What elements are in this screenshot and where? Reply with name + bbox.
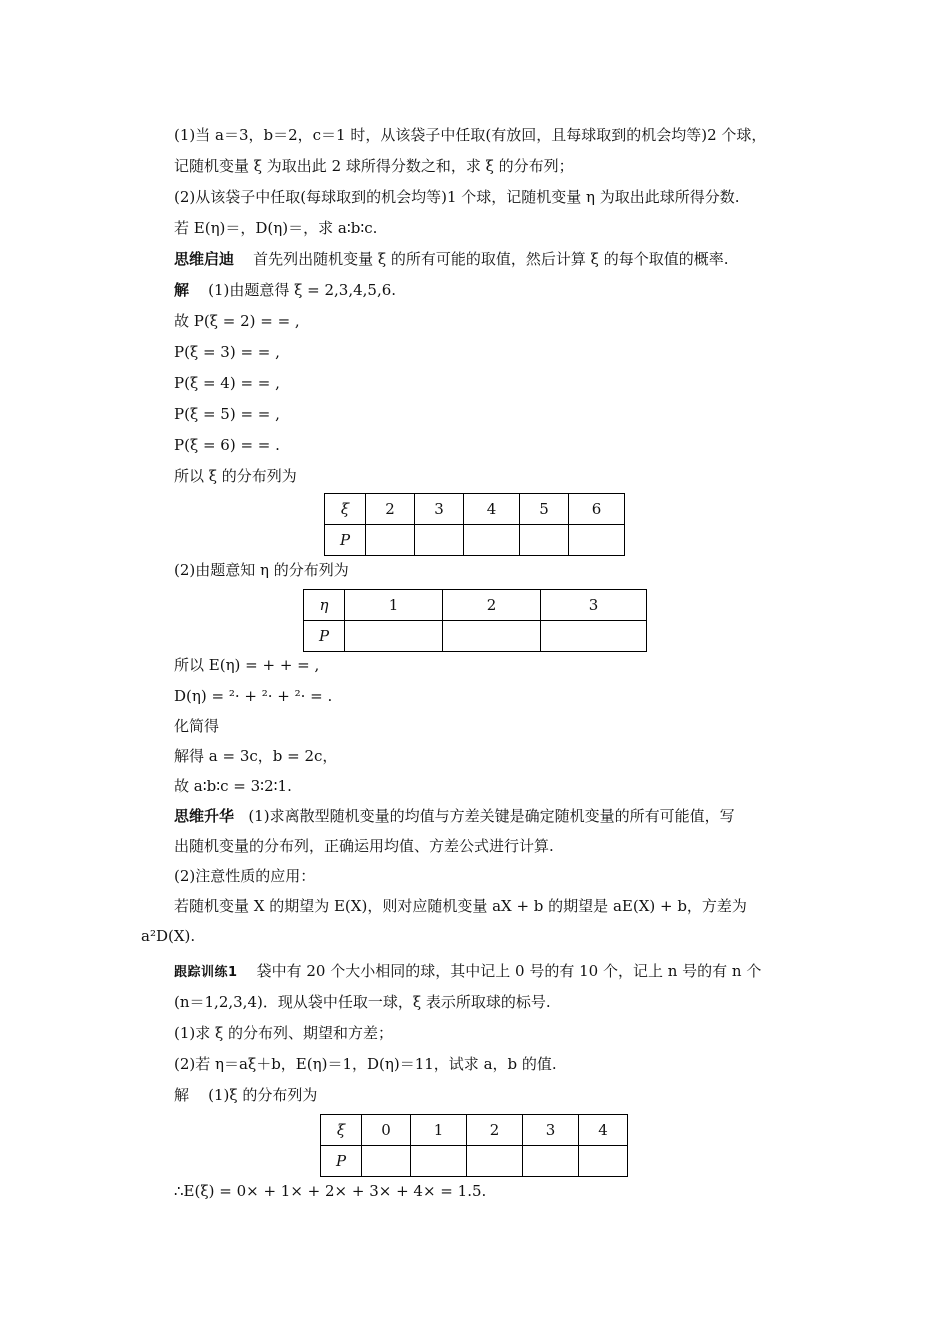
- table-cell: [541, 621, 647, 652]
- table-cell: [411, 1146, 467, 1177]
- table-cell: 6: [569, 494, 625, 525]
- question-1-line-2: 记随机变量 ξ 为取出此 2 球所得分数之和，求 ξ 的分布列；: [174, 157, 574, 175]
- simplify-text: 化简得: [174, 717, 220, 735]
- question-2-line-1: (2)从该袋子中任取(每球取到的机会均等)1 个球，记随机变量 η 为取出此球所得分数.: [174, 188, 740, 206]
- question-2-line-2: 若 E(η)＝，D(η)＝，求 a∶b∶c.: [174, 219, 378, 237]
- solution-step-2: (2)由题意知 η 的分布列为: [174, 561, 349, 579]
- table-header-cell: η: [304, 590, 345, 621]
- table-cell: 5: [520, 494, 569, 525]
- hint: [174, 249, 728, 269]
- practice-solution-label: 解: [174, 1086, 190, 1104]
- table-prob-label: P: [325, 525, 366, 556]
- table-cell: [523, 1146, 579, 1177]
- ratio-text: 故 a∶b∶c = 3∶2∶1.: [174, 777, 292, 795]
- practice-solution-text: (1)ξ 的分布列为: [208, 1086, 318, 1104]
- table-row: [304, 590, 647, 621]
- prob-xi-5: P(ξ = 5) = = ,: [174, 405, 280, 423]
- prob-xi-3: P(ξ = 3) = = ,: [174, 343, 280, 361]
- table-cell: [366, 525, 415, 556]
- practice-line-2: (n＝1,2,3,4)．现从袋中任取一球，ξ 表示所取球的标号.: [174, 993, 551, 1011]
- table-header-cell: ξ: [321, 1115, 362, 1146]
- summary-label: 思维升华: [174, 807, 235, 825]
- table-cell: [362, 1146, 411, 1177]
- table-cell: 2: [443, 590, 541, 621]
- table-cell: 3: [541, 590, 647, 621]
- practice-expectation: ∴E(ξ) = 0× + 1× + 2× + 3× + 4× = 1.5.: [174, 1182, 487, 1200]
- practice-line-1: [174, 961, 761, 983]
- table-row: [321, 1146, 628, 1177]
- summary-line-4: 若随机变量 X 的期望为 E(X)，则对应随机变量 aX + b 的期望是 aE(X) + b，方差为: [174, 897, 747, 915]
- solution-step-1: [174, 280, 396, 300]
- table-cell: 2: [366, 494, 415, 525]
- distribution-table-eta: [303, 589, 647, 652]
- table-cell: 1: [411, 1115, 467, 1146]
- table-cell: [464, 525, 520, 556]
- summary-line-2: 出随机变量的分布列，正确运用均值、方差公式进行计算.: [174, 837, 554, 855]
- distribution-table-practice: [320, 1114, 628, 1177]
- practice-solution: [174, 1085, 317, 1105]
- table-cell: [345, 621, 443, 652]
- summary-line-3: (2)注意性质的应用：: [174, 867, 316, 885]
- table-row: [325, 494, 625, 525]
- table-cell: 3: [415, 494, 464, 525]
- prob-xi-6: P(ξ = 6) = = .: [174, 436, 280, 454]
- question-1-line-1: (1)当 a＝3，b＝2，c＝1 时，从该袋子中任取(有放回，且每球取到的机会均等)2 个球，: [174, 126, 767, 144]
- table-row: [325, 525, 625, 556]
- table-cell: [467, 1146, 523, 1177]
- table-cell: 2: [467, 1115, 523, 1146]
- table-row: [321, 1115, 628, 1146]
- table-prob-label: P: [321, 1146, 362, 1177]
- summary-line-5: a²D(X).: [141, 927, 196, 945]
- table-row: [304, 621, 647, 652]
- table-cell: [415, 525, 464, 556]
- hint-label: 思维启迪: [174, 250, 235, 268]
- distribution-intro: 所以 ξ 的分布列为: [174, 467, 297, 485]
- summary-text: (1)求离散型随机变量的均值与方差关键是确定随机变量的所有可能值，写: [248, 807, 735, 825]
- table-cell: [520, 525, 569, 556]
- table-cell: [569, 525, 625, 556]
- table-cell: [579, 1146, 628, 1177]
- prob-xi-4: P(ξ = 4) = = ,: [174, 374, 280, 392]
- solution-values: (1)由题意得 ξ = 2,3,4,5,6.: [208, 281, 397, 299]
- solution-label: 解: [174, 281, 190, 299]
- practice-text: 袋中有 20 个大小相同的球，其中记上 0 号的有 10 个，记上 n 号的有 n 个: [256, 962, 762, 980]
- prob-xi-2: 故 P(ξ = 2) = = ,: [174, 312, 300, 330]
- table-cell: 4: [464, 494, 520, 525]
- hint-text: 首先列出随机变量 ξ 的所有可能的取值，然后计算 ξ 的每个取值的概率.: [253, 250, 729, 268]
- variance-eta: D(η) = ²· + ²· + ²· = .: [174, 687, 333, 705]
- practice-label: 跟踪训练1: [174, 965, 238, 980]
- expectation-eta: 所以 E(η) = + + = ,: [174, 656, 320, 674]
- summary-line-1: [174, 806, 810, 826]
- table-cell: 3: [523, 1115, 579, 1146]
- table-cell: 0: [362, 1115, 411, 1146]
- table-cell: 4: [579, 1115, 628, 1146]
- table-cell: [443, 621, 541, 652]
- table-cell: 1: [345, 590, 443, 621]
- distribution-table-xi: [324, 493, 625, 556]
- table-prob-label: P: [304, 621, 345, 652]
- practice-line-4: (2)若 η＝aξ＋b，E(η)＝1，D(η)＝11，试求 a，b 的值.: [174, 1055, 557, 1073]
- solve-text: 解得 a = 3c，b = 2c，: [174, 747, 338, 765]
- practice-line-3: (1)求 ξ 的分布列、期望和方差；: [174, 1024, 394, 1042]
- table-header-cell: ξ: [325, 494, 366, 525]
